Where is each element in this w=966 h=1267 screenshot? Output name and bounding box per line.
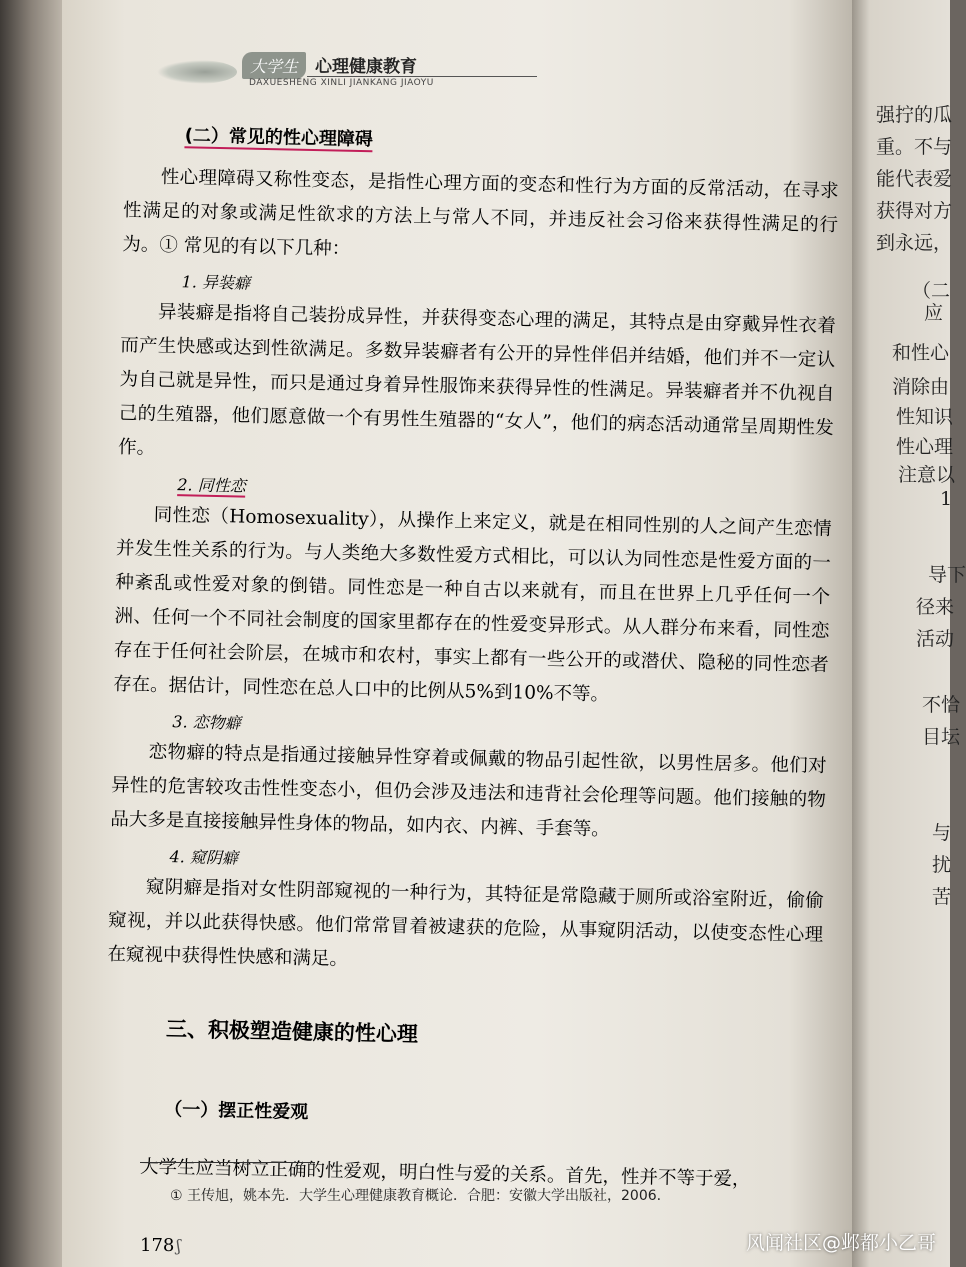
right-line: 导下 xyxy=(928,564,966,586)
right-line: 不恰 xyxy=(922,694,961,716)
part3-paragraph: 大学生应当树立正确的性爱观，明白性与爱的关系。首先，性并不等于爱， xyxy=(139,1156,751,1191)
swirl-icon: ʃ xyxy=(176,1236,181,1255)
item-title-4: 4. 窥阴癖 xyxy=(169,847,239,868)
header-badge: 大学生 xyxy=(242,52,306,79)
right-line: 活动 xyxy=(916,628,955,650)
item-title-2: 2. 同性恋 xyxy=(177,475,246,496)
right-line: 性知识 xyxy=(896,406,954,428)
right-line: 性心理 xyxy=(896,436,954,458)
right-line: 与 xyxy=(932,822,952,844)
right-line: （二 xyxy=(912,280,951,302)
body-text xyxy=(103,120,840,1199)
right-line: 消除由 xyxy=(892,376,950,398)
watermark: 风闻社区@邺都小乙哥 xyxy=(745,1232,936,1254)
leaf-ornament xyxy=(157,60,237,84)
running-header xyxy=(157,46,477,96)
book-page-stack xyxy=(0,0,70,1267)
item-title-3: 3. 恋物癖 xyxy=(172,712,241,733)
right-line: 重。不与 xyxy=(876,136,953,158)
right-line: 应 xyxy=(924,302,944,324)
right-line: 到永远， xyxy=(876,232,953,254)
item-text-3: 恋物癖的特点是指通过接触异性穿着或佩戴的物品引起性欲，以男性居多。他们对异性的危害较攻击性性变态小，但仍会涉及违法和违背社会伦理等问题。他们接触的物品大多是直接接触异性身体的物品，如内衣、内裤、手套等。 xyxy=(110,741,827,841)
part3-subheading: （一）摆正性爱观 xyxy=(164,1099,309,1124)
item-text-1: 异装癖是指将自己装扮成异性，并获得变态心理的满足，其特点是由穿戴异性衣着而产生快感或达到性欲满足。多数异装癖者有公开的异性伴侣并结婚，他们并不一定认为自己就是异性，而只是通过身着异性服饰来获得异性的性满足。异装癖者并不仇视自己的生殖器，他们愿意做一个有男性生殖器的“女人”，他们的病态活动通常呈周期性发作。 xyxy=(117,301,837,459)
right-line: 目坛 xyxy=(922,726,961,748)
intro-paragraph: 性心理障碍又称性变态，是指性心理方面的变态和性行为方面的反常活动，在寻求性满足的对象或满足性欲求的方法上与常人不同，并违反社会习俗来获得性满足的行为。① 常见的有以下几种： xyxy=(122,166,839,260)
right-line: 获得对方 xyxy=(876,200,953,222)
right-line: 注意以 xyxy=(898,464,956,486)
right-line: 扰 xyxy=(932,854,952,876)
item-title-1: 1. 异装癖 xyxy=(181,272,251,293)
page-number: 178 ʃ xyxy=(140,1235,181,1256)
header-rule xyxy=(307,76,537,77)
footnote-rule xyxy=(140,1162,315,1163)
right-line: 能代表爱 xyxy=(876,168,953,190)
header-pinyin: DAXUESHENG XINLI JIANKANG JIAOYU xyxy=(249,78,434,88)
right-line: 和性心 xyxy=(892,342,950,364)
right-book-page xyxy=(852,0,966,1267)
part3-heading: 三、积极塑造健康的性心理 xyxy=(165,1017,419,1047)
header-title: 心理健康教育 xyxy=(315,57,417,77)
item-text-4: 窥阴癖是指对女性阴部窥视的一种行为，其特征是常隐藏于厕所或浴室附近，偷偷窥视，并以此获得快感。他们常常冒着被逮获的危险，从事窥阴活动，以使变态性心理在窥视中获得性快感和满足。 xyxy=(107,876,825,970)
right-line: 苦 xyxy=(932,886,952,908)
right-line: 强拧的瓜 xyxy=(876,104,953,126)
item-text-2: 同性恋（Homosexuality），从操作上来定义，就是在相同性别的人之间产生恋情并发生性关系的行为。与人类绝大多数性爱方式相比，可以认为同性恋是性爱方面的一种紊乱或性爱对象的倒错。同性恋是一种自古以来就有，而且在世界上几乎任何一个洲、任何一个不同社会制度的国家里都存在的性爱变异形式。从人群分布来看，同性恋存在于任何社会阶层，在城市和农村，事实上都有一些公开的或潜伏、隐秘的同性恋者存在。据估计，同性恋在总人口中的比例从5%到10%不等。 xyxy=(112,504,832,706)
right-line: 1 xyxy=(940,488,953,510)
right-line: 径来 xyxy=(916,596,955,618)
section-heading: (二）常见的性心理障碍 xyxy=(184,125,374,151)
footnote: ① 王传旭，姚本先．大学生心理健康教育概论．合肥：安徽大学出版社，2006. xyxy=(170,1188,662,1204)
